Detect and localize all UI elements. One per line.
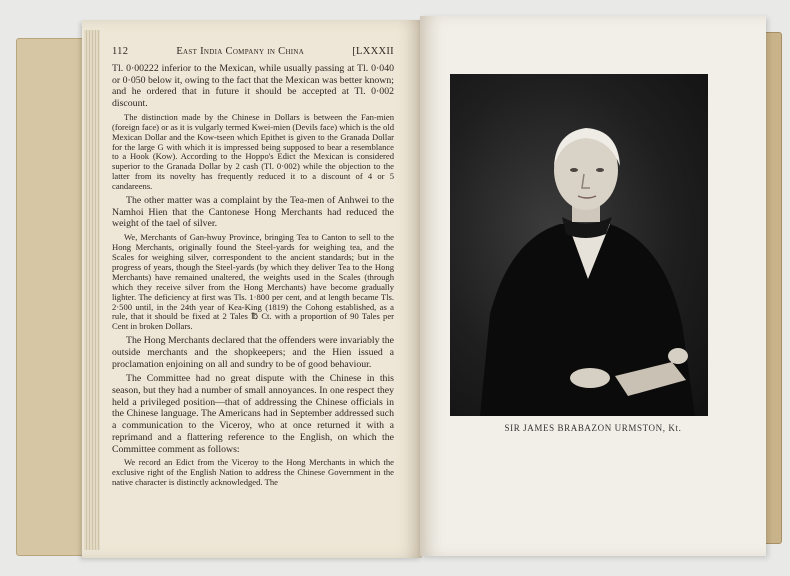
running-title: East India Company in China: [176, 46, 305, 57]
page-block-edge: [84, 30, 100, 550]
section-ref: [LXXXII: [352, 46, 394, 57]
paragraph-3: The Hong Merchants declared that the offenders were invariably the outside merchants and the shopkeepers; and the Hien issued a proclamation enjoining on all and sundry to be of good behaviour.: [112, 335, 394, 370]
running-header: [112, 46, 394, 57]
portrait-illustration: [450, 74, 708, 416]
portrait-caption: SIR JAMES BRABAZON URMSTON, Kt.: [504, 423, 682, 433]
portrait-plate: [450, 74, 708, 416]
quote-2: We, Merchants of Gan-hwuy Province, bringing Tea to Canton to sell to the Hong Merchants, originally found the Steel-yards for weighing tea, and the Scales for weighing silver, correspondent to the ancient standards; but in the progress of years, though the Steel-yards (by which they deliver Tea to the Hong Merchants) have remained unaltered, the weights used in the Scales (through which they receive silver from the Hong Merchants) have become gradually lighter. The deficiency at first was Tls. 1·800 per cent, and at length became Tls. 2·500 until, in the 24th year of Kea-King (1819) the Cohong established, as a rule, that it should be fixed at 2 Tales ℔ Ct. with a proportion of 90 Tales per Cent in broken Dollars.: [112, 232, 394, 332]
paragraph-2: The other matter was a complaint by the Tea-men of Anhwei to the Namhoi Hien that the Cantonese Hong Merchants had reduced the weight of the tael of silver.: [112, 195, 394, 230]
paragraph-1: Tl. 0·00222 inferior to the Mexican, while usually passing at Tl. 0·040 or 0·050 below it, owing to the fact that the Mexican was better known; and he ordered that in future it should be accepted at Tl. 0·002 discount.: [112, 63, 394, 110]
quote-3: We record an Edict from the Viceroy to the Hong Merchants in which the exclusive right of the English Nation to address the Chinese Government in the native character is distinctly acknowledged. The: [112, 457, 394, 488]
paragraph-4: The Committee had no great dispute with the Chinese in this season, but they had a number of small annoyances. In one respect they held a privileged position—that of addressing the Chinese officials in the Chinese language. The Americans had in September addressed such a communication to the Viceroy, who at once returned it with a reprimand and a flattering reference to the English, on which the Committee comment as follows:: [112, 373, 394, 455]
left-page-text: [112, 46, 394, 491]
quote-1: The distinction made by the Chinese in Dollars is between the Fan-mien (foreign face) or as it is vulgarly termed Kwei-mien (Devils face) which is the old Mexican Dollar and the Kow-tseen which Epithet is given to the Granada Dollar for the large G with which it is impressed being supposed to bear a resemblance to a Hook (Kow). According to the Hoppo's Edict the Mexican is considered superior to the Granada Dollar by 2 cash (Tl. 0·002) while the objection to the latter from its novelty has frequently reduced it to a discount of 4 or 5 candareens.: [112, 111, 394, 192]
page-number: 112: [112, 46, 129, 57]
